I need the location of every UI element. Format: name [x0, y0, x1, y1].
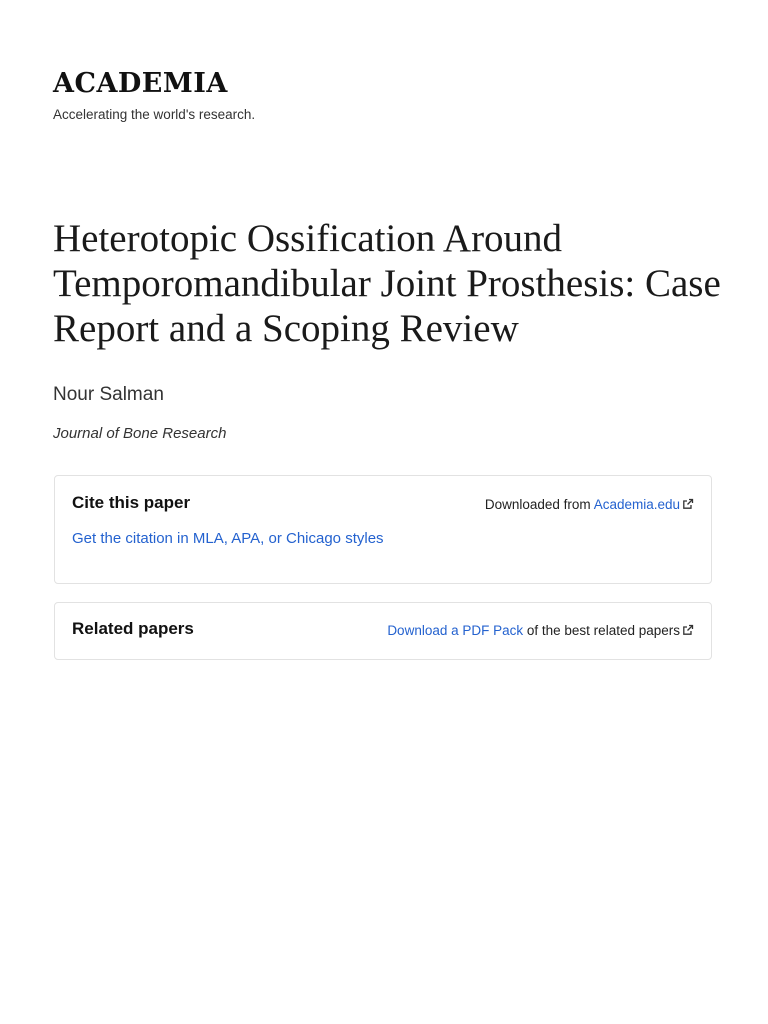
- download-pdf-pack-link[interactable]: Download a PDF Pack: [387, 623, 524, 638]
- cite-card-heading: Cite this paper: [72, 493, 191, 512]
- academia-edu-link[interactable]: Academia.edu: [593, 497, 680, 512]
- downloaded-from: [485, 496, 694, 514]
- citation-styles-link[interactable]: Get the citation in MLA, APA, or Chicago styles: [72, 530, 384, 547]
- brand-logo: ACADEMIA: [53, 68, 228, 99]
- paper-title: Heterotopic Ossification Around Temporomandibular Joint Prosthesis: Case Report and a Scoping Review: [53, 217, 721, 350]
- related-papers-card: [54, 602, 712, 660]
- brand-tagline: Accelerating the world's research.: [53, 107, 256, 122]
- pdf-pack-line: [387, 622, 694, 640]
- pdf-pack-suffix: of the best related papers: [526, 623, 680, 638]
- related-papers-heading: Related papers: [72, 619, 194, 638]
- paper-journal: Journal of Bone Research: [53, 425, 227, 442]
- external-link-icon[interactable]: [682, 624, 694, 636]
- cite-card: [54, 475, 712, 584]
- paper-author: Nour Salman: [53, 384, 164, 405]
- external-link-icon[interactable]: [682, 498, 694, 510]
- downloaded-from-label: Downloaded from: [484, 497, 591, 512]
